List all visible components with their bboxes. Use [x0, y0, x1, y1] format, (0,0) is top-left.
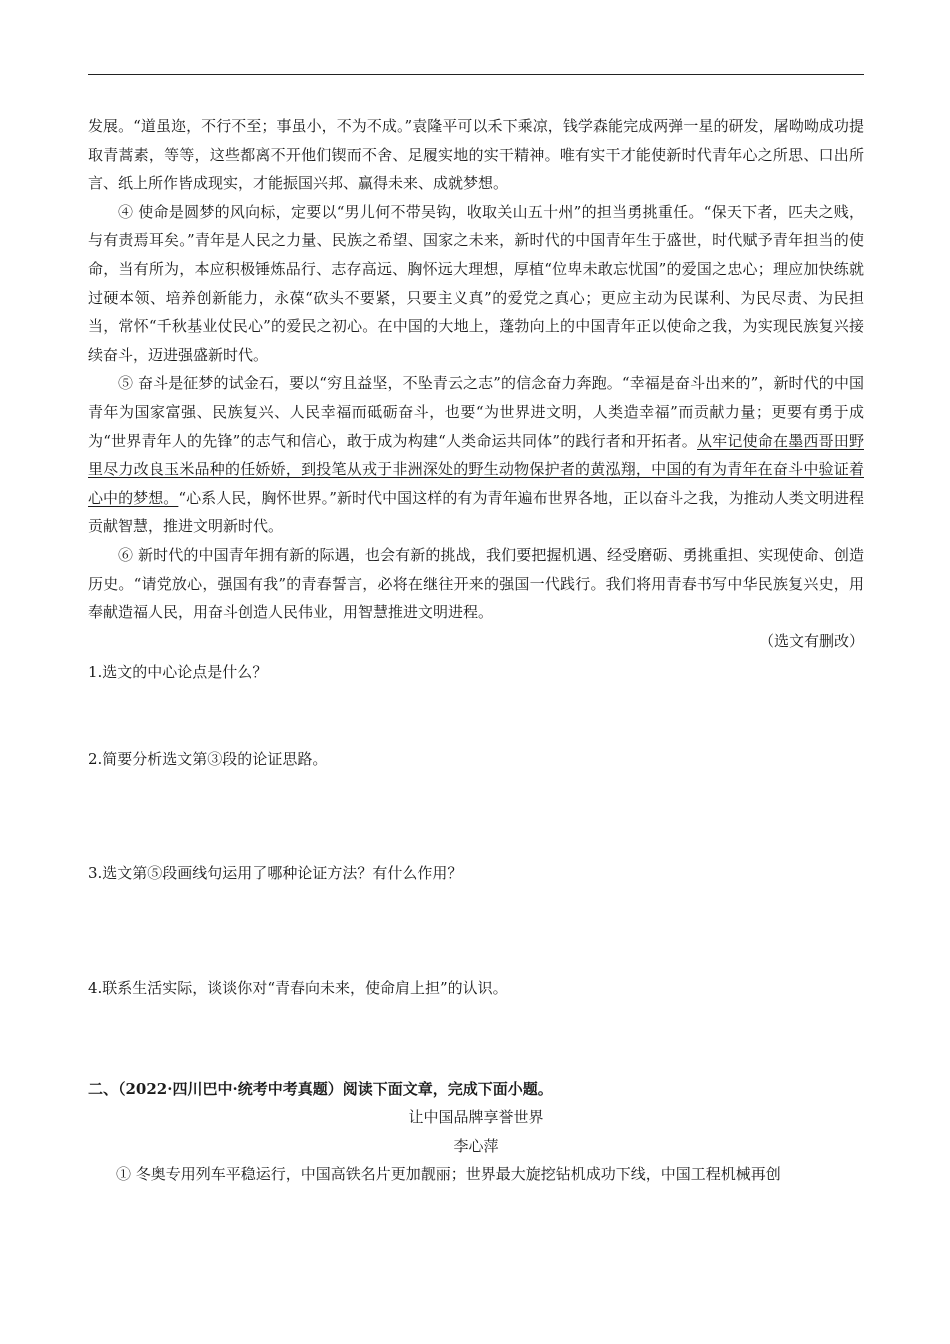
article-paragraph-1: ① 冬奥专用列车平稳运行，中国高铁名片更加靓丽；世界最大旋挖钻机成功下线，中国工程机械再创 — [116, 1165, 781, 1184]
article-title: 让中国品牌享誉世界 — [408, 1108, 544, 1127]
paragraph-6: ⑥ 新时代的中国青年拥有新的际遇，也会有新的挑战，我们要把握机遇、经受磨砺、勇挑重担、实现使命、创造历史。“请党放心，强国有我”的青春誓言，必将在继往开来的强国一代践行。我们将用青春书写中华民族复兴史，用奉献造福人民，用奋斗创造人民伟业，用智慧推进文明进程。 — [88, 545, 864, 622]
paragraph-4: ④ 使命是圆梦的风向标，定要以“男儿何不带吴钩，收取关山五十州”的担当勇挑重任。“保天下者，匹夫之贱，与有责焉耳矣。”青年是人民之力量、民族之希望、国家之未来，新时代的中国青年生于盛世，时代赋予青年担当的使命，当有所为，本应积极锤炼品行、志存高远、胸怀远大理想，厚植“位卑未敢忘忧国”的爱国之忠心；理应加快练就过硬本领、培养创新能力，永葆“砍头不要紧，只要主义真”的爱党之真心；更应主动为民谋利、为民尽责、为民担当，常怀“千秋基业仗民心”的爱民之初心。在中国的大地上，蓬勃向上的中国青年正以使命之我，为实现民族复兴接续奋斗，迈进强盛新时代。 — [88, 202, 864, 364]
paragraph-3-tail: 发展。“道虽迩，不行不至；事虽小，不为不成。”袁隆平可以禾下乘凉，钱学森能完成两弹一星的研发，屠呦呦成功提取青蒿素，等等，这些都离不开他们锲而不舍、足履实地的实干精神。唯有实干才能使新时代青年心之所思、口出所言、纸上所作皆成现实，才能振国兴邦、赢得未来、成就梦想。 — [88, 117, 864, 193]
question-2: 2.简要分析选文第③段的论证思路。 — [88, 749, 328, 768]
article-author: 李心萍 — [453, 1136, 499, 1155]
underlined-sentence: 从牢记使命在墨西哥田野里尽力改良玉米品种的任娇娇，到投笔从戎于非洲深处的野生动物保护者的黄泓翔，中国的有为青年在奋斗中验证着心中的梦想。 — [88, 431, 864, 507]
source-note: （选文有删改） — [758, 631, 864, 650]
paragraph-5-lead: ⑤ 奋斗是征梦的试金石，要以“穷且益坚，不坠青云之志”的信念奋力奔跑。“幸福是奋斗出来的”，新时代的中国青年为国家富强、民族复兴、人民幸福而砥砺奋斗，也要“为世界进文明，人类造幸福”而贡献力量；更要有勇于成为“世界青年人的先锋”的志气和信心，敢于成为构建“人类命运共同体”的践行者和开拓者。 — [88, 374, 864, 450]
header-rule — [88, 74, 864, 75]
paragraph-5-end: “心系人民，胸怀世界。”新时代中国这样的有为青年遍布世界各地，正以奋斗之我，为推动人类文明进程贡献智慧，推进文明新时代。 — [88, 488, 864, 536]
question-3: 3.选文第⑤段画线句运用了哪种论证方法？有什么作用？ — [88, 864, 463, 883]
section-2-heading: 二、（2022·四川巴中·统考中考真题）阅读下面文章，完成下面小题。 — [88, 1079, 553, 1098]
question-4: 4.联系生活实际，谈谈你对“青春向未来，使命肩上担”的认识。 — [88, 979, 508, 998]
document-body — [88, 112, 864, 1189]
paragraph-5 — [88, 369, 864, 541]
question-1: 1.选文的中心论点是什么？ — [88, 663, 268, 682]
